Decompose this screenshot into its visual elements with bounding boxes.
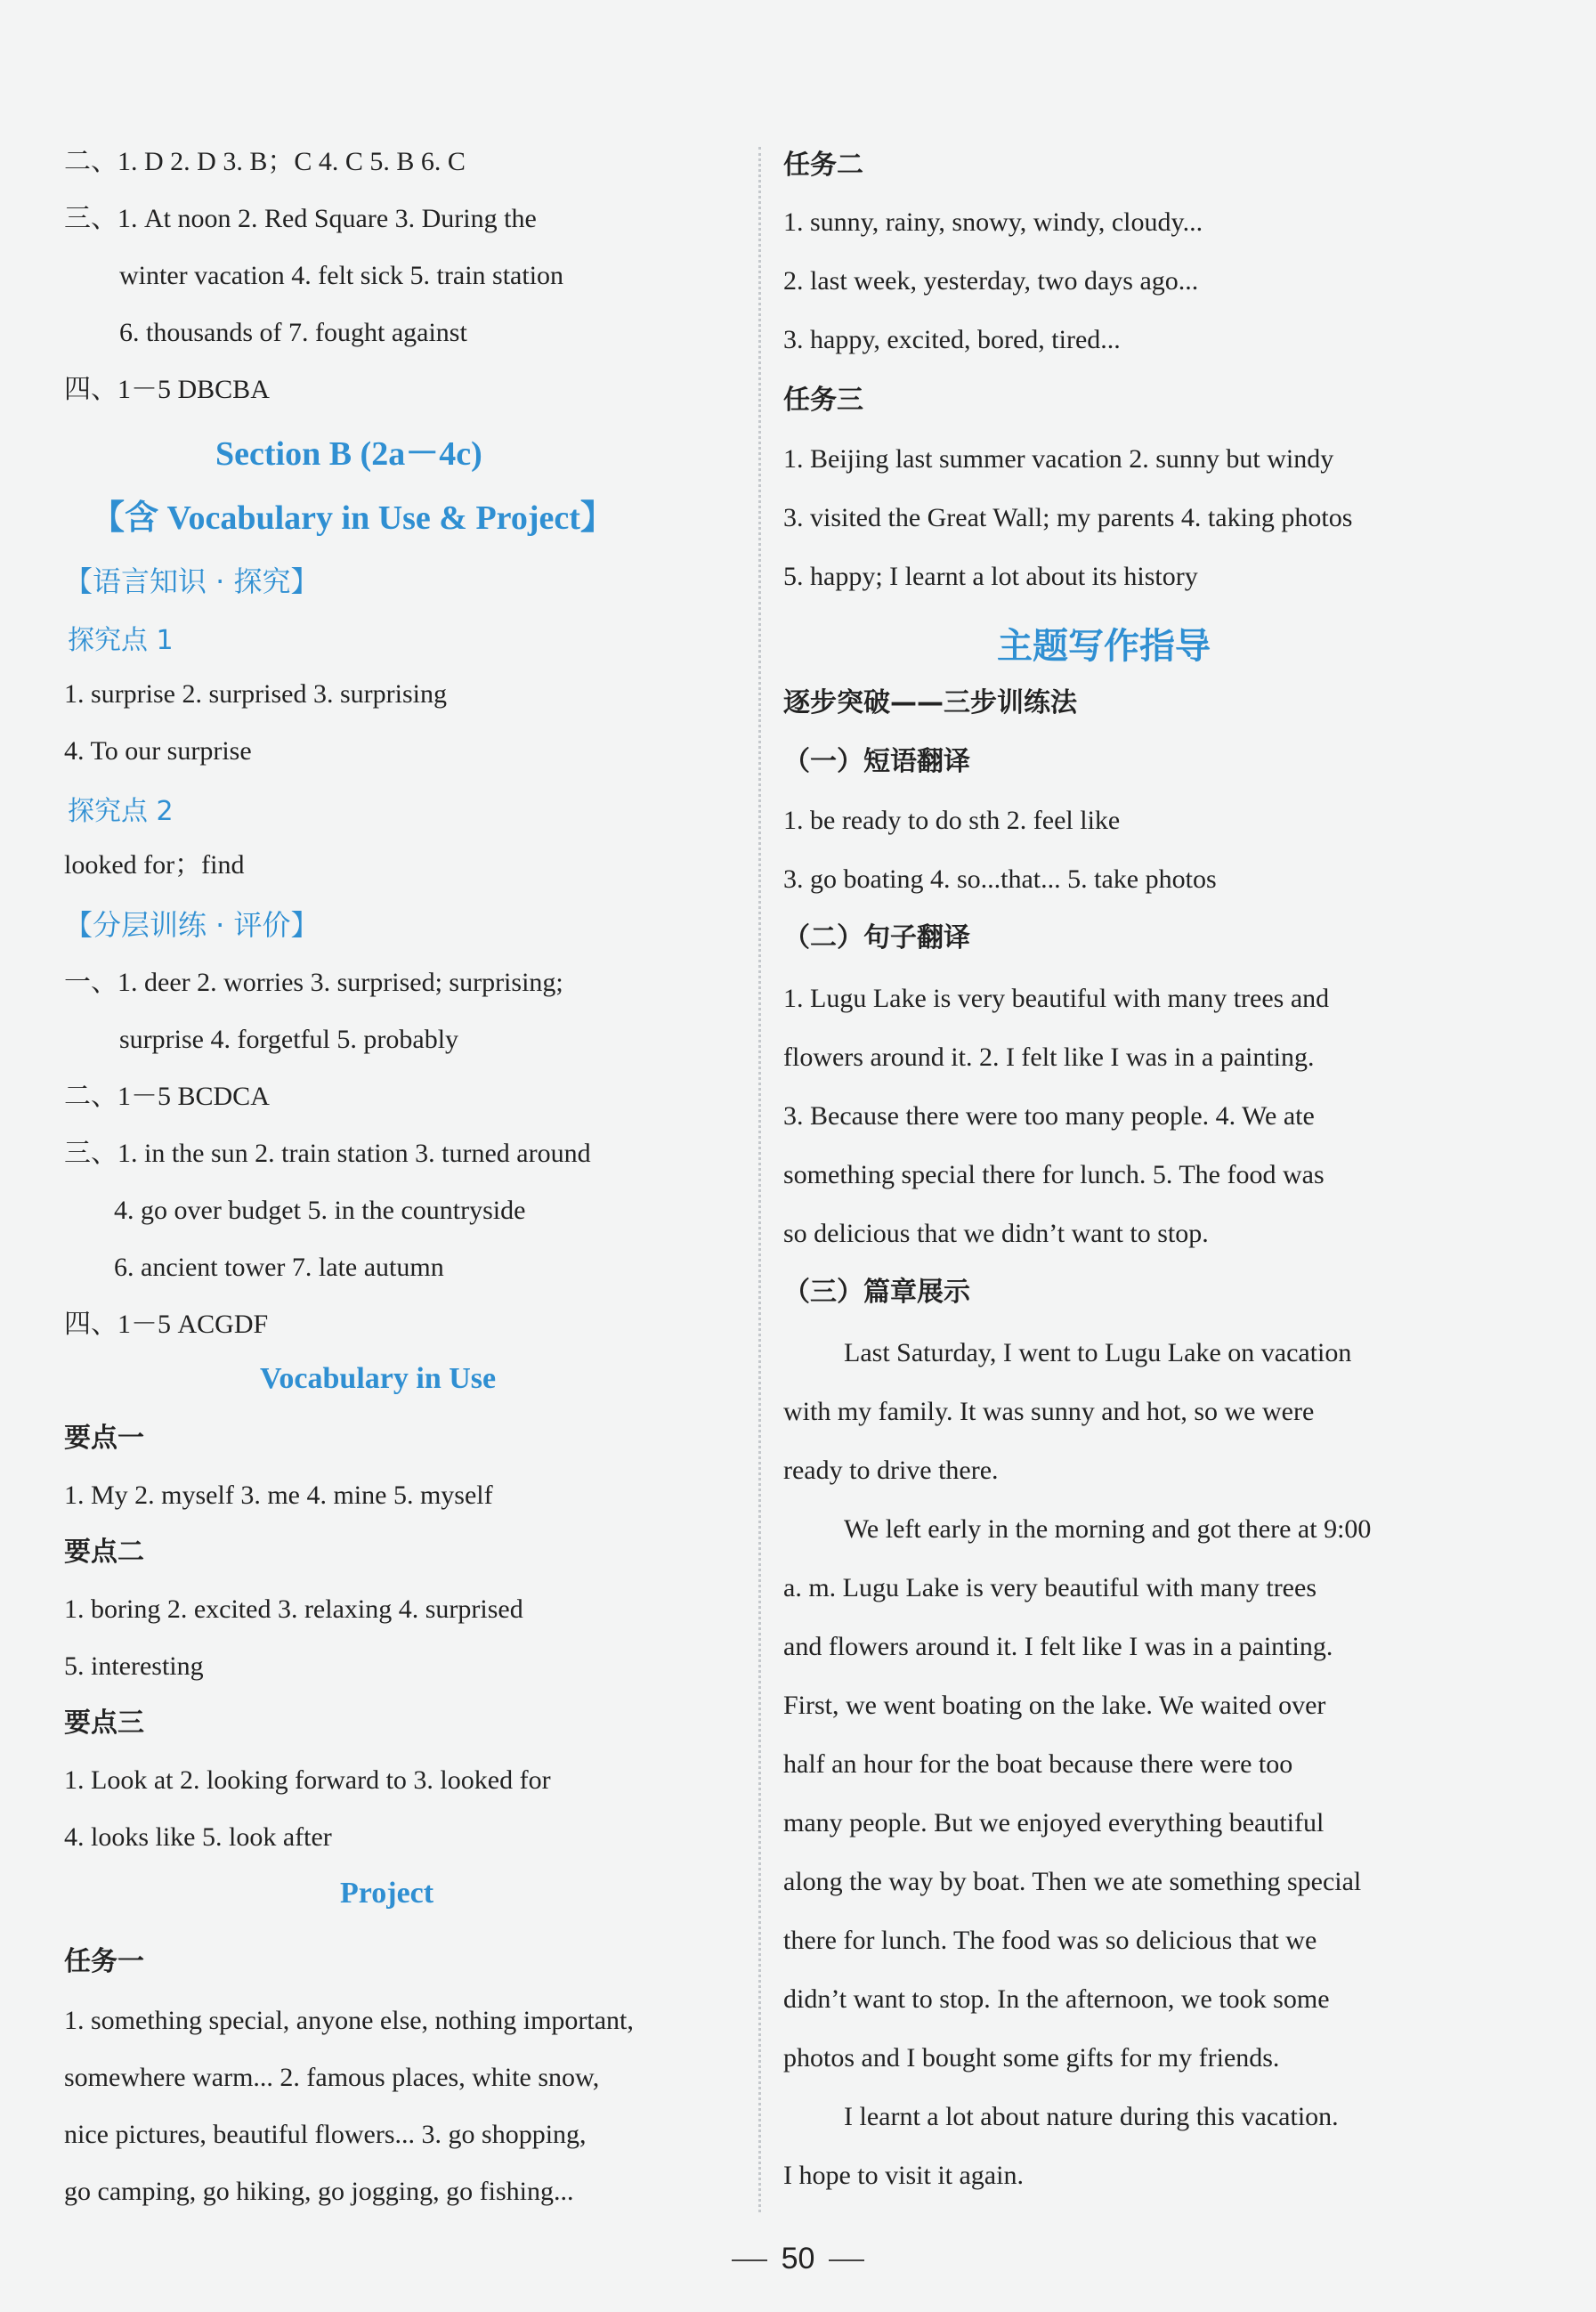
answer-line: 3. Because there were too many people. 4. We ate [783,1101,1315,1131]
section-heading: Section B (2a－4c) [215,435,482,473]
column-divider [758,147,761,2212]
answer-line: winter vacation 4. felt sick 5. train station [119,261,564,290]
answer-line: 2. last week, yesterday, two days ago... [783,266,1199,296]
answer-line: 一、1. deer 2. worries 3. surprised; surprising; [64,968,563,997]
answer-line: 5. interesting [64,1651,204,1681]
answer-line: 1. surprise 2. surprised 3. surprising [64,679,447,709]
essay-line: I learnt a lot about nature during this vacation. [844,2102,1339,2131]
page-number-text: 50 [781,2242,815,2275]
answer-line: 6. ancient tower 7. late autumn [114,1253,444,1282]
answer-line: 1. boring 2. excited 3. relaxing 4. surprised [64,1594,523,1624]
answer-line: 4. looks like 5. look after [64,1822,332,1852]
essay-line: First, we went boating on the lake. We waited over [783,1691,1326,1720]
answer-line: 1. sunny, rainy, snowy, windy, cloudy... [783,207,1203,237]
sub-heading: （三）篇章展示 [783,1277,970,1308]
answer-line: 6. thousands of 7. fought against [119,318,467,347]
essay-line: with my family. It was sunny and hot, so we were [783,1397,1315,1426]
essay-line: and flowers around it. I felt like I was in a painting. [783,1632,1333,1661]
answer-line: nice pictures, beautiful flowers... 3. go shopping, [64,2120,587,2149]
answer-line: 4. go over budget 5. in the countryside [114,1196,526,1225]
point-heading: 要点二 [64,1537,144,1568]
answer-line: go camping, go hiking, go jogging, go fishing... [64,2177,574,2206]
part-heading: 【分层训练 · 评价】 [64,908,320,942]
essay-line: photos and I bought some gifts for my friends. [783,2043,1280,2073]
answer-line: 1. Look at 2. looking forward to 3. looked for [64,1765,551,1795]
answer-line: something special there for lunch. 5. The food was [783,1160,1325,1189]
answer-line: 三、1. in the sun 2. train station 3. turned around [64,1139,591,1168]
dash-left [732,2259,767,2261]
answer-line: 1. be ready to do sth 2. feel like [783,806,1121,835]
answer-line: 1. My 2. myself 3. me 4. mine 5. myself [64,1480,493,1510]
essay-line: didn’t want to stop. In the afternoon, we took some [783,1984,1330,2014]
answer-line: 5. happy; I learnt a lot about its history [783,562,1198,591]
page-number [0,2242,1596,2276]
answer-line: surprise 4. forgetful 5. probably [119,1025,459,1054]
sub-heading: 逐步突破——三步训练法 [783,687,1077,718]
section-heading: 主题写作指导 [997,626,1211,667]
answer-line: 二、1. D 2. D 3. B；C 4. C 5. B 6. C [64,147,466,176]
essay-line: there for lunch. The food was so delicious that we [783,1926,1317,1955]
essay-line: many people. But we enjoyed everything beautiful [783,1808,1325,1837]
essay-line: ready to drive there. [783,1456,999,1485]
answer-line: 1. Lugu Lake is very beautiful with many trees and [783,984,1330,1013]
point-heading: 探究点 2 [68,796,174,827]
essay-line: a. m. Lugu Lake is very beautiful with many trees [783,1573,1316,1602]
essay-line: Last Saturday, I went to Lugu Lake on vacation [844,1338,1352,1367]
task-heading: 任务二 [783,150,863,181]
answer-line: 四、1－5 ACGDF [64,1310,269,1339]
answer-line: 二、1－5 BCDCA [64,1082,270,1111]
sub-heading: （一）短语翻译 [783,746,970,777]
dash-right [829,2259,864,2261]
section-heading: Project [340,1877,434,1910]
answer-line: 3. go boating 4. so...that... 5. take photos [783,864,1217,894]
answer-line: 1. something special, anyone else, nothing important, [64,2006,634,2035]
answer-line: 3. happy, excited, bored, tired... [783,325,1121,354]
essay-line: half an hour for the boat because there were too [783,1749,1293,1779]
essay-line: I hope to visit it again. [783,2161,1024,2190]
section-subheading: 【含 Vocabulary in Use & Project】 [91,499,614,537]
point-heading: 要点一 [64,1423,144,1454]
task-heading: 任务一 [64,1946,144,1977]
task-heading: 任务三 [783,385,863,416]
essay-line: We left early in the morning and got there at 9:00 [844,1514,1372,1544]
point-heading: 探究点 1 [68,625,174,656]
answer-line: 三、1. At noon 2. Red Square 3. During the [64,204,537,233]
section-heading: Vocabulary in Use [260,1362,497,1395]
answer-line: looked for；find [64,850,245,880]
part-heading: 【语言知识 · 探究】 [64,564,320,598]
answer-line: 四、1－5 DBCBA [64,375,270,404]
point-heading: 要点三 [64,1708,144,1739]
answer-line: 3. visited the Great Wall; my parents 4. taking photos [783,503,1353,532]
sub-heading: （二）句子翻译 [783,922,970,953]
answer-line: 4. To our surprise [64,736,252,766]
answer-line: somewhere warm... 2. famous places, white snow, [64,2063,600,2092]
answer-line: flowers around it. 2. I felt like I was in a painting. [783,1042,1315,1072]
answer-line: 1. Beijing last summer vacation 2. sunny but windy [783,444,1334,474]
answer-line: so delicious that we didn’t want to stop. [783,1219,1209,1248]
essay-line: along the way by boat. Then we ate something special [783,1867,1362,1896]
